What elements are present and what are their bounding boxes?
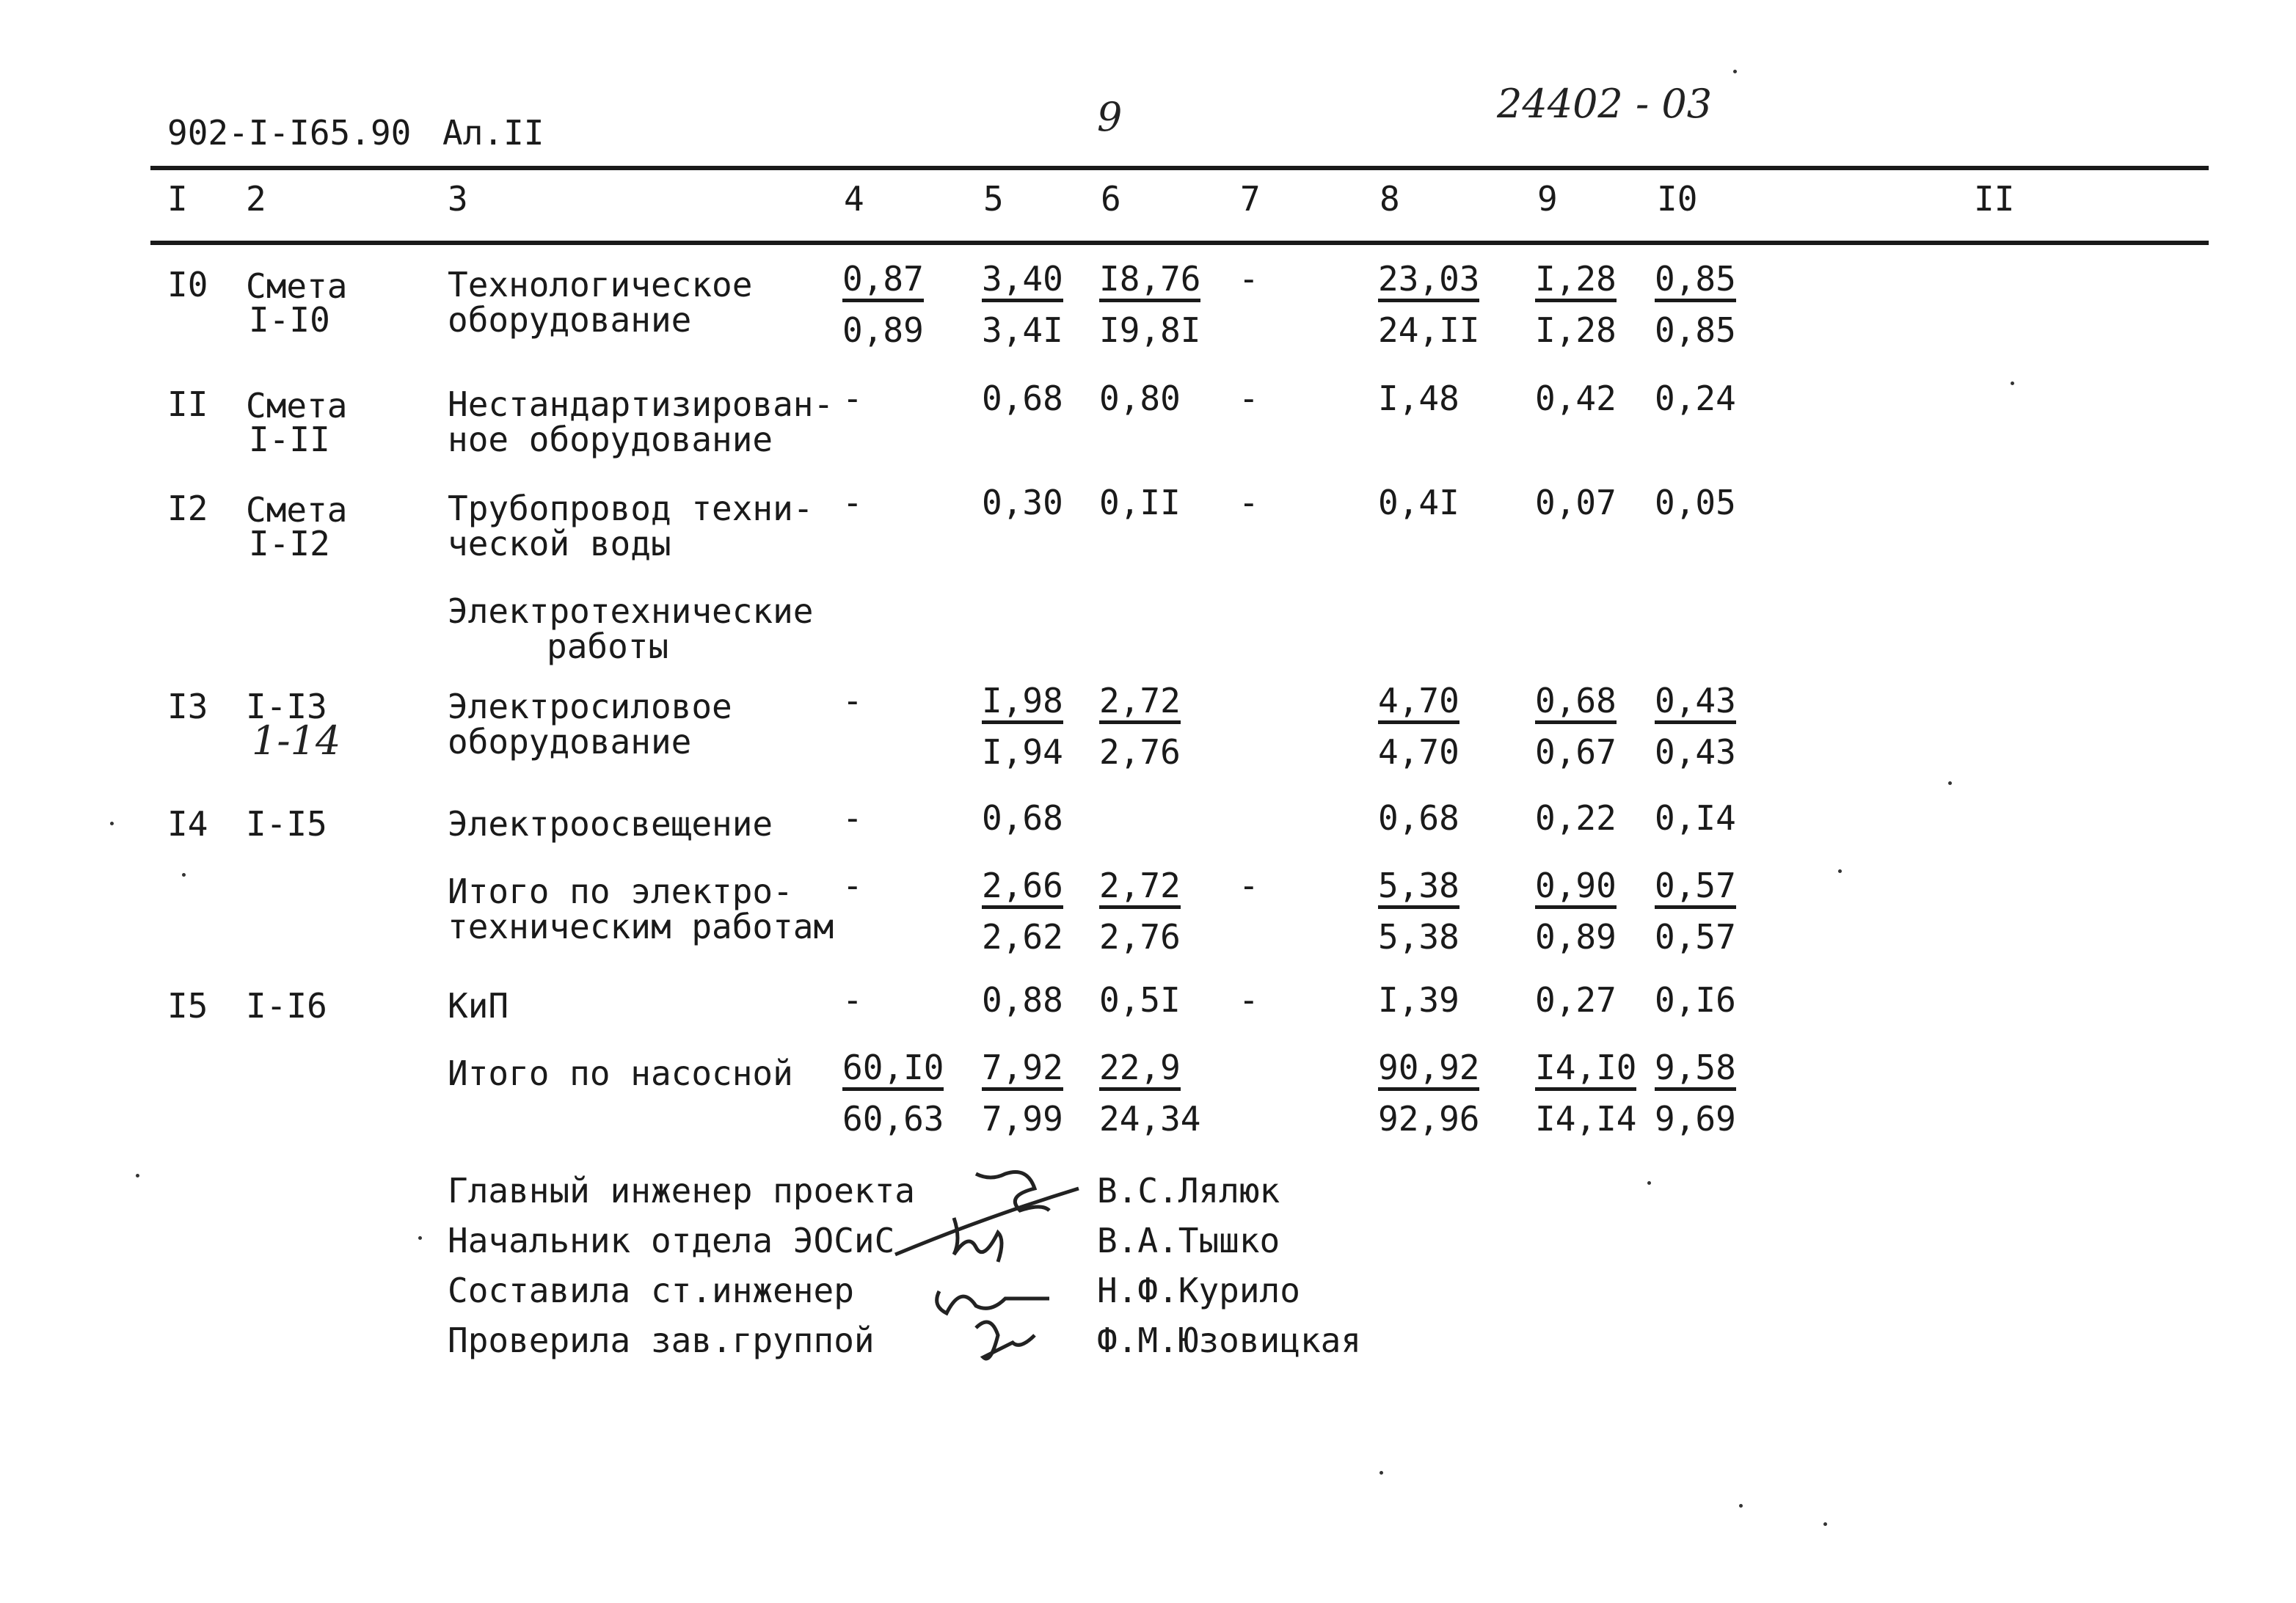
work-name: Нестандартизирован- [448, 384, 834, 424]
row-number: II [167, 384, 208, 424]
work-name: Итого по насосной [448, 1054, 793, 1093]
cell-c8: I,48 [1378, 379, 1459, 418]
row-number: I4 [167, 804, 208, 844]
cell-c10: 9,58 [1655, 1051, 1736, 1091]
cell-c4: - [842, 379, 863, 418]
cell-c10: 0,85 [1655, 262, 1736, 302]
cell-c8: 23,03 [1378, 262, 1479, 302]
cell-c6: 22,9 [1099, 1051, 1181, 1091]
column-number: 6 [1101, 179, 1121, 219]
cell-c9: 0,68 [1535, 684, 1617, 724]
speck [1733, 70, 1737, 73]
work-name-cont: ное оборудование [448, 420, 773, 459]
archive-number: 24402 - 03 [1497, 81, 1713, 127]
estimate-ref: Смета [246, 490, 348, 530]
work-name: Электросиловое [448, 687, 732, 726]
cell-c5: 0,30 [982, 483, 1063, 522]
work-name: Электроосвещение [448, 804, 773, 844]
cell-c9: 0,22 [1535, 798, 1617, 838]
header-bottom-rule [150, 241, 2209, 245]
estimate-ref: I-I3 [246, 687, 327, 726]
cell-c6: 0,5I [1099, 980, 1181, 1020]
cell-c5-b: I,94 [982, 732, 1063, 772]
handwritten-signatures [881, 1159, 1115, 1379]
column-number: I0 [1657, 179, 1698, 219]
doc-code: 902-I-I65.90 [167, 113, 412, 153]
cell-c9-b: 0,89 [1535, 917, 1617, 957]
cell-c8: 4,70 [1378, 684, 1459, 724]
cell-c5: 7,92 [982, 1051, 1063, 1091]
signature-name: Н.Ф.Курило [1097, 1271, 1300, 1310]
cell-c6: 2,72 [1099, 684, 1181, 724]
cell-c7: - [1239, 866, 1259, 905]
signature-name: В.А.Тышко [1097, 1221, 1280, 1260]
signature-role: Главный инженер проекта [448, 1171, 915, 1211]
speck [1647, 1181, 1651, 1185]
header-top-rule [150, 166, 2209, 170]
column-number: 7 [1240, 179, 1261, 219]
cell-c8: I,39 [1378, 980, 1459, 1020]
column-number: II [1974, 179, 2015, 219]
speck [1380, 1471, 1383, 1475]
speck [110, 822, 114, 825]
cell-c6: 0,II [1099, 483, 1181, 522]
cell-c8-b: 24,II [1378, 310, 1480, 350]
column-number: I [167, 179, 188, 219]
work-name-cont: работы [547, 627, 669, 666]
cell-c5: 0,68 [982, 798, 1063, 838]
estimate-ref-handwritten: 1-14 [252, 717, 341, 764]
cell-c10-b: 0,57 [1655, 917, 1736, 957]
signature-role: Составила ст.инженер [448, 1271, 854, 1310]
cell-c10: 0,57 [1655, 869, 1736, 909]
row-number: I5 [167, 986, 208, 1026]
signature-name: В.С.Лялюк [1097, 1171, 1280, 1211]
row-number: I3 [167, 687, 208, 726]
cell-c9: I4,I0 [1535, 1051, 1636, 1091]
speck [1838, 869, 1842, 873]
cell-c4: - [842, 798, 863, 838]
column-number: 5 [983, 179, 1004, 219]
cell-c9-b: 0,67 [1535, 732, 1617, 772]
column-number: 8 [1380, 179, 1400, 219]
speck [1823, 1522, 1827, 1526]
cell-c5-b: 2,62 [982, 917, 1063, 957]
cell-c8: 0,4I [1378, 483, 1459, 522]
cell-c5: 2,66 [982, 869, 1063, 909]
sheet-label: Ал.II [442, 113, 544, 153]
cell-c5: 3,40 [982, 262, 1063, 302]
signature-role: Начальник отдела ЭОСиС [448, 1221, 895, 1260]
cell-c6: 2,72 [1099, 869, 1181, 909]
cell-c7: - [1239, 379, 1259, 418]
work-name-cont: техническим работам [448, 907, 834, 946]
work-name: КиП [448, 986, 509, 1026]
estimate-ref: Смета [246, 386, 348, 426]
work-name: Трубопровод техни- [448, 489, 814, 528]
row-number: I2 [167, 489, 208, 528]
cell-c10: 0,I4 [1655, 798, 1736, 838]
speck [1948, 781, 1952, 785]
cell-c8-b: 4,70 [1378, 732, 1459, 772]
cell-c6: 0,80 [1099, 379, 1181, 418]
cell-c6-b: 24,34 [1099, 1099, 1201, 1139]
work-name: Итого по электро- [448, 872, 793, 911]
cell-c9-b: I,28 [1535, 310, 1617, 350]
work-name-cont: оборудование [448, 722, 692, 762]
estimate-ref: Смета [246, 266, 348, 306]
cell-c4-b: 0,89 [842, 310, 924, 350]
speck [1739, 1504, 1743, 1508]
cell-c6: I8,76 [1099, 262, 1200, 302]
column-number: 2 [246, 179, 266, 219]
cell-c4: - [842, 980, 863, 1020]
cell-c6-b: 2,76 [1099, 732, 1181, 772]
page-number: 9 [1097, 94, 1123, 140]
cell-c4: - [842, 681, 863, 720]
cell-c10-b: 0,85 [1655, 310, 1736, 350]
estimate-ref-number: I-I0 [249, 300, 330, 340]
cell-c7: - [1239, 259, 1259, 299]
cell-c5: 0,68 [982, 379, 1063, 418]
cell-c10: 0,24 [1655, 379, 1736, 418]
cell-c9: 0,42 [1535, 379, 1617, 418]
cell-c4: 0,87 [842, 262, 924, 302]
cell-c5-b: 7,99 [982, 1099, 1063, 1139]
cell-c9: 0,07 [1535, 483, 1617, 522]
cell-c9: 0,27 [1535, 980, 1617, 1020]
cell-c8-b: 92,96 [1378, 1099, 1480, 1139]
column-number: 4 [844, 179, 864, 219]
cell-c10: 0,05 [1655, 483, 1736, 522]
cell-c10-b: 9,69 [1655, 1099, 1736, 1139]
cell-c9: I,28 [1535, 262, 1617, 302]
work-name: Электротехнические [448, 591, 814, 631]
work-name: Технологическое [448, 265, 753, 304]
cell-c4-b: 60,63 [842, 1099, 944, 1139]
work-name-cont: оборудование [448, 300, 692, 340]
speck [418, 1236, 422, 1240]
speck [2011, 381, 2014, 385]
estimate-ref-number: I-I2 [249, 524, 330, 563]
cell-c5-b: 3,4I [982, 310, 1063, 350]
estimate-ref-number: I-II [249, 420, 330, 459]
speck [136, 1174, 139, 1177]
work-name-cont: ческой воды [448, 524, 671, 563]
cell-c9: 0,90 [1535, 869, 1617, 909]
cell-c4: 60,I0 [842, 1051, 944, 1091]
row-number: I0 [167, 265, 208, 304]
cell-c8-b: 5,38 [1378, 917, 1459, 957]
cell-c7: - [1239, 483, 1259, 522]
cell-c8: 90,92 [1378, 1051, 1479, 1091]
speck [182, 873, 186, 877]
cell-c9-b: I4,I4 [1535, 1099, 1637, 1139]
estimate-ref: I-I6 [246, 986, 327, 1026]
column-number: 3 [448, 179, 468, 219]
cell-c4: - [842, 483, 863, 522]
cell-c5: I,98 [982, 684, 1063, 724]
cell-c8: 0,68 [1378, 798, 1459, 838]
cell-c6-b: I9,8I [1099, 310, 1201, 350]
cell-c7: - [1239, 980, 1259, 1020]
cell-c10: 0,43 [1655, 684, 1736, 724]
estimate-ref: I-I5 [246, 804, 327, 844]
cell-c6-b: 2,76 [1099, 917, 1181, 957]
column-number: 9 [1537, 179, 1558, 219]
cell-c8: 5,38 [1378, 869, 1459, 909]
signature-role: Проверила зав.группой [448, 1321, 875, 1360]
cell-c5: 0,88 [982, 980, 1063, 1020]
cell-c10: 0,I6 [1655, 980, 1736, 1020]
cell-c10-b: 0,43 [1655, 732, 1736, 772]
cell-c4: - [842, 866, 863, 905]
signature-name: Ф.М.Юзовицкая [1097, 1321, 1362, 1360]
